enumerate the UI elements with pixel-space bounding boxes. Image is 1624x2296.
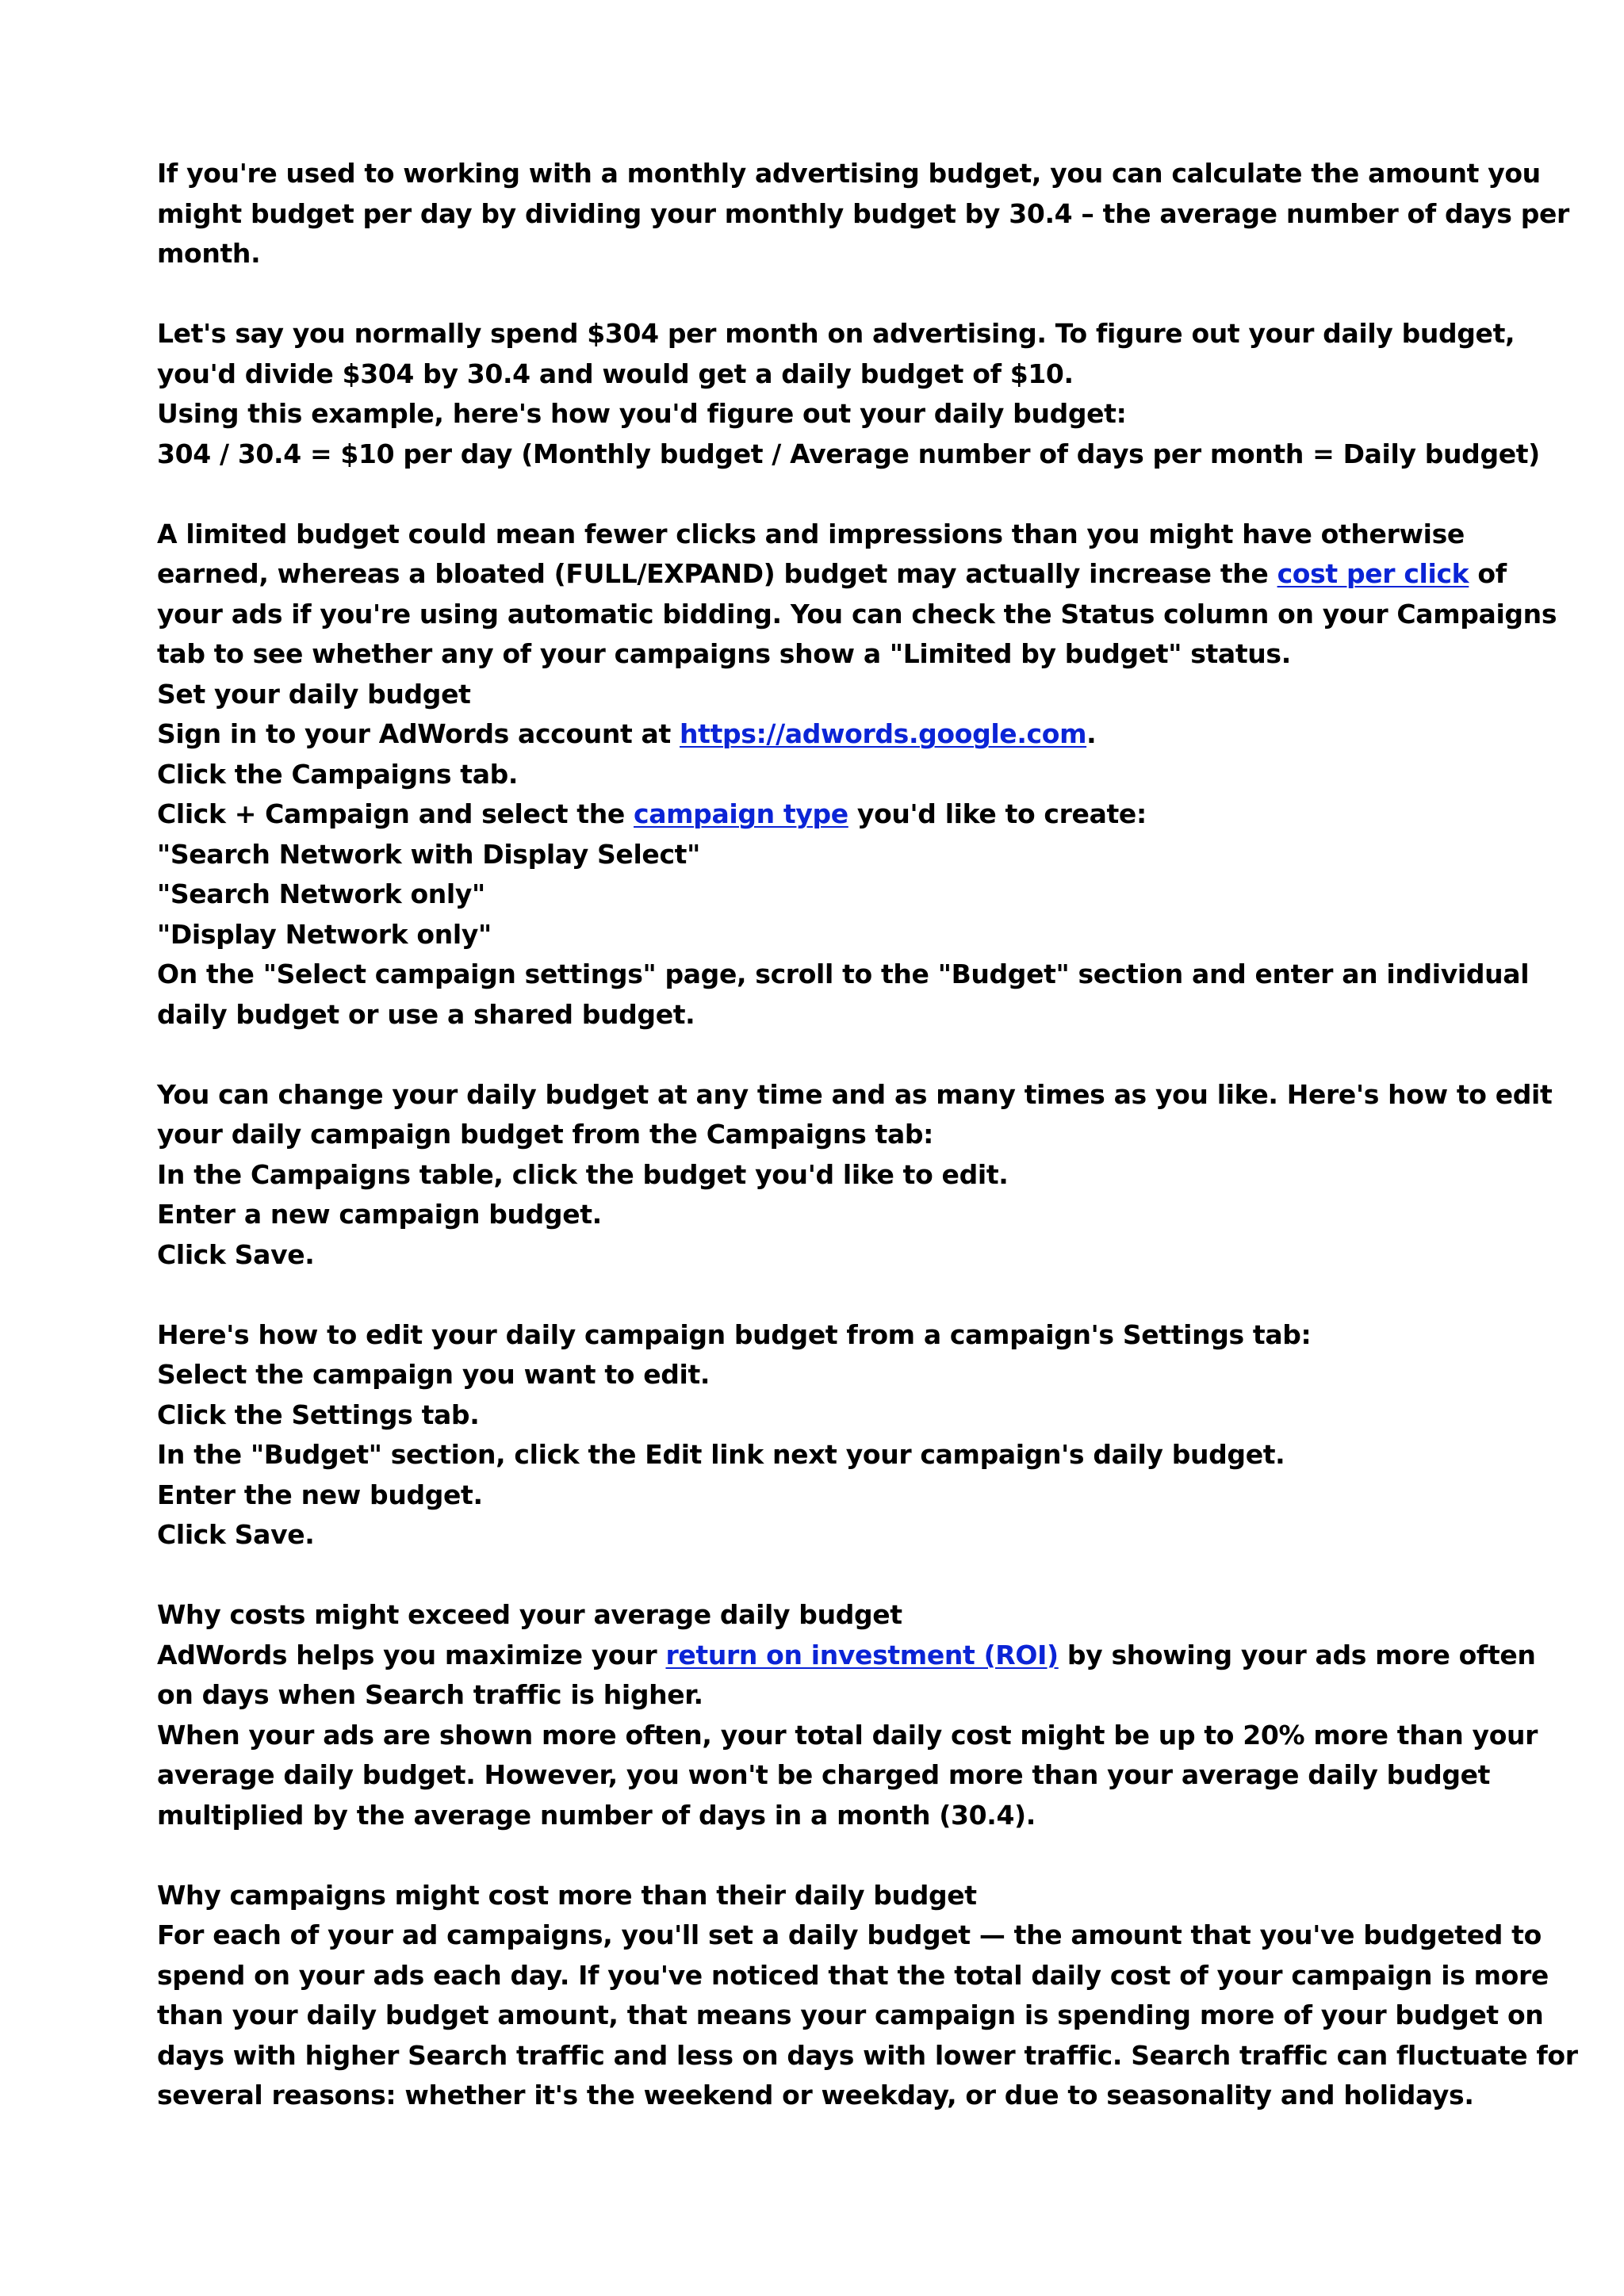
text-line: [157, 2036, 1578, 2076]
text-run: Enter a new campaign budget.: [157, 1199, 602, 1230]
hyperlink[interactable]: https://adwords.google.com: [680, 718, 1087, 749]
text-run: by showing your ads more often: [1058, 1639, 1536, 1670]
text-run: month.: [157, 238, 261, 269]
text-line: [157, 554, 1507, 595]
text-run: "Search Network with Display Select": [157, 838, 700, 870]
text-line: [157, 434, 1540, 475]
text-run: You can change your daily budget at any time and as many times as you like. Here's how to edit: [157, 1078, 1553, 1110]
text-line: [157, 1355, 1497, 1395]
text-line: [157, 2076, 1497, 2116]
text-line: [157, 1235, 1497, 1276]
text-line: [157, 755, 1497, 795]
text-line: [157, 1195, 1497, 1235]
document-body: [157, 154, 1578, 2116]
text-run: you'd divide $304 by 30.4 and would get a daily budget of $10.: [157, 358, 1074, 389]
text-run: Click the Campaigns tab.: [157, 758, 519, 790]
text-run: AdWords helps you maximize your: [157, 1639, 666, 1670]
text-line: [157, 1796, 1497, 1836]
text-run: Why costs might exceed your average daily budget: [157, 1599, 902, 1630]
text-line: [157, 1755, 1497, 1796]
text-run: might budget per day by dividing your monthly budget by 30.4 – the average number of days per: [157, 197, 1569, 229]
paragraph: [157, 154, 1569, 274]
text-run: daily budget or use a shared budget.: [157, 998, 695, 1030]
text-run: spend on your ads each day. If you've noticed that the total daily cost of your campaign is more: [157, 1959, 1549, 1991]
text-run: On the "Select campaign settings" page, scroll to the "Budget" section and enter an individual: [157, 959, 1530, 989]
text-line: [157, 1475, 1497, 1516]
text-line: [157, 354, 1497, 395]
text-line: [157, 1915, 1542, 1956]
paragraph-gap: [157, 474, 1497, 515]
text-line: [157, 1675, 1497, 1716]
text-run: Click Save.: [157, 1238, 315, 1270]
text-run: Enter the new budget.: [157, 1479, 483, 1510]
text-line: [157, 194, 1569, 235]
paragraph: [157, 1595, 1538, 1835]
text-run: earned, whereas a bloated (FULL/EXPAND) budget may actually increase the: [157, 558, 1277, 589]
text-line: [157, 515, 1497, 555]
text-run: Click Save.: [157, 1519, 315, 1550]
text-line: [157, 1996, 1544, 2036]
text-line: [157, 915, 1497, 955]
text-line: [157, 154, 1541, 194]
text-run: Here's how to edit your daily campaign budget from a campaign's Settings tab:: [157, 1318, 1312, 1350]
text-run: When your ads are shown more often, your total daily cost might be up to 20% more than your: [157, 1719, 1538, 1751]
text-run: In the "Budget" section, click the Edit link next your campaign's daily budget.: [157, 1439, 1285, 1470]
text-line: [157, 714, 1497, 755]
text-line: [157, 1515, 1497, 1556]
text-run: on days when Search traffic is higher.: [157, 1679, 703, 1710]
text-run: Select the campaign you want to edit.: [157, 1359, 710, 1390]
paragraph: [157, 1876, 1578, 2116]
text-run: Set your daily budget: [157, 678, 471, 710]
text-run: days with higher Search traffic and less on days with lower traffic. Search traffic can fluctuate for: [157, 2039, 1578, 2071]
text-line: [157, 634, 1497, 675]
paragraph: [157, 1315, 1497, 1556]
text-line: [157, 1155, 1497, 1196]
text-run: multiplied by the average number of days in a month (30.4).: [157, 1799, 1036, 1831]
text-line: [157, 1595, 1497, 1636]
paragraph-gap: [157, 1556, 1497, 1596]
paragraph: [157, 1075, 1553, 1276]
text-line: [157, 835, 1497, 875]
text-line: [157, 1315, 1497, 1356]
text-run: In the Campaigns table, click the budget you'd like to edit.: [157, 1158, 1009, 1190]
paragraph-gap: [157, 1035, 1497, 1075]
text-run: you'd like to create:: [848, 798, 1147, 829]
text-line: [157, 394, 1497, 434]
text-run: If you're used to working with a monthly advertising budget, you can calculate the amount you: [157, 158, 1541, 189]
paragraph: [157, 515, 1557, 1035]
text-run: Why campaigns might cost more than their daily budget: [157, 1879, 977, 1911]
text-line: [157, 794, 1497, 835]
paragraph-gap: [157, 274, 1497, 315]
text-line: [157, 1956, 1549, 1996]
text-line: [157, 1395, 1497, 1436]
text-line: [157, 1435, 1497, 1475]
text-run: "Display Network only": [157, 918, 492, 950]
hyperlink[interactable]: return on investment (ROI): [665, 1639, 1059, 1670]
hyperlink[interactable]: cost per click: [1277, 558, 1469, 589]
text-line: [157, 955, 1530, 995]
text-run: than your daily budget amount, that means your campaign is spending more of your budget on: [157, 1999, 1544, 2030]
paragraph: [157, 314, 1540, 474]
text-run: A limited budget could mean fewer clicks and impressions than you might have otherwise: [157, 518, 1465, 549]
text-run: Click + Campaign and select the: [157, 798, 634, 829]
paragraph-gap: [157, 1275, 1497, 1315]
text-run: 304 / 30.4 = $10 per day (Monthly budget / Average number of days per month = Daily budget): [157, 438, 1540, 469]
text-line: [157, 1876, 1497, 1916]
text-run: of: [1469, 558, 1507, 589]
text-run: tab to see whether any of your campaigns show a "Limited by budget" status.: [157, 638, 1291, 669]
text-line: [157, 995, 1497, 1035]
text-run: several reasons: whether it's the weekend or weekday, or due to seasonality and holidays.: [157, 2080, 1474, 2110]
text-line: [157, 874, 1497, 915]
text-run: "Search Network only": [157, 878, 485, 909]
text-line: [157, 595, 1557, 635]
text-run: For each of your ad campaigns, you'll set a daily budget — the amount that you've budgeted to: [157, 1919, 1542, 1950]
text-line: [157, 314, 1515, 354]
text-run: Click the Settings tab.: [157, 1399, 480, 1430]
text-run: average daily budget. However, you won't be charged more than your average daily budget: [157, 1759, 1491, 1790]
paragraph-gap: [157, 1835, 1497, 1876]
text-run: .: [1086, 718, 1097, 749]
hyperlink[interactable]: campaign type: [634, 798, 848, 829]
text-line: [157, 1636, 1536, 1676]
text-run: Sign in to your AdWords account at: [157, 718, 680, 749]
text-line: [157, 675, 1497, 715]
text-line: [157, 1115, 1497, 1155]
text-run: your daily campaign budget from the Campaigns tab:: [157, 1119, 933, 1150]
text-line: [157, 1075, 1553, 1115]
text-line: [157, 1716, 1538, 1756]
text-line: [157, 234, 1497, 274]
text-run: Let's say you normally spend $304 per month on advertising. To figure out your daily budget,: [157, 318, 1515, 349]
text-run: Using this example, here's how you'd figure out your daily budget:: [157, 398, 1127, 429]
text-run: your ads if you're using automatic bidding. You can check the Status column on your Campaigns: [157, 598, 1557, 629]
